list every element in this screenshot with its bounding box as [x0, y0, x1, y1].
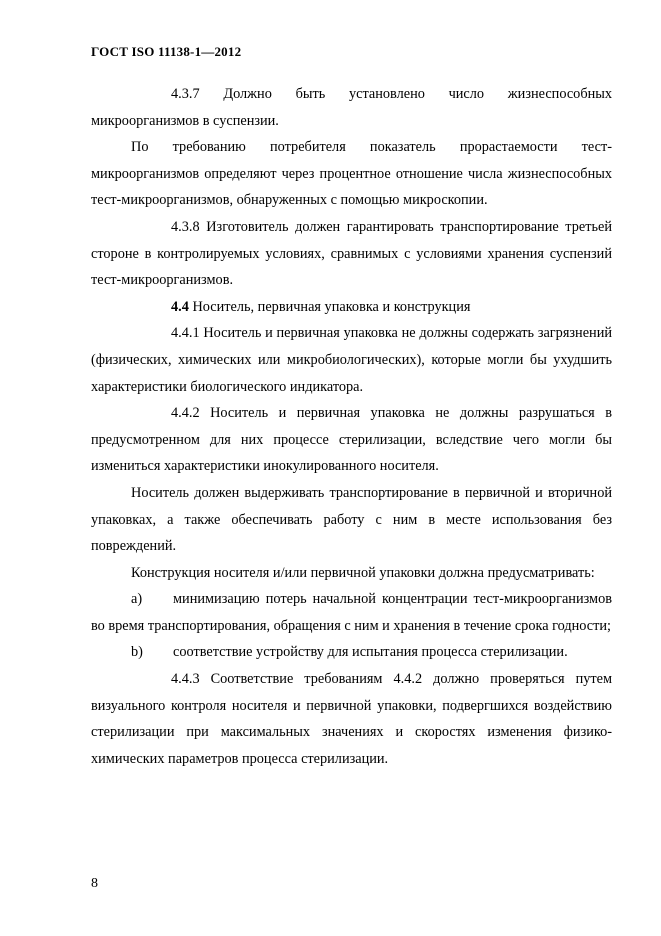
- paragraph-text: По требованию потребителя показатель прорастаемости тест-микроорганизмов определяют через процентное отношение числа жизнеспособных тест-микроорганизмов, обнаруженных с помощью микроскопии.: [91, 139, 612, 209]
- clause-4-4-1: [91, 320, 612, 400]
- list-item-text: минимизацию потерь начальной концентрации тест-микроорганизмов во время транспортирования, обращения с ним и хранения в течение срока годности;: [91, 591, 612, 634]
- section-number: 4.4: [171, 298, 189, 315]
- clause-text: Должно быть установлено число жизнеспособных микроорганизмов в суспензии.: [91, 86, 612, 129]
- list-item-b: [91, 639, 612, 666]
- document-header: ГОСТ ISO 11138-1—2012: [91, 44, 242, 59]
- clause-text: Носитель и первичная упаковка не должны разрушаться в предусмотренном для них процессе стерилизации, вследствие чего могли бы измениться характеристики инокулированного носителя.: [91, 405, 612, 475]
- list-item-a: [91, 586, 612, 639]
- list-marker: b): [131, 644, 143, 661]
- clause-text: Соответствие требованиям 4.4.2 должно проверяться путем визуального контроля носителя и первичной упаковки, подвергшихся воздействию стерилизации при максимальных значениях и скоростях изменения физико-химических параметров процесса стерилизации.: [91, 671, 613, 767]
- clause-text: Изготовитель должен гарантировать транспортирование третьей стороне в контролируемых условиях, сравнимых с условиями хранения суспензий тест-микроорганизмов.: [91, 218, 612, 289]
- clause-number: 4.4.2: [171, 405, 200, 422]
- list-item-text: соответствие устройству для испытания процесса стерилизации.: [173, 644, 568, 661]
- section-heading-4-4: [91, 294, 612, 321]
- paragraph-viability-microscopy: [91, 134, 612, 214]
- clause-number: 4.3.7: [171, 86, 200, 102]
- list-marker: a): [131, 591, 143, 608]
- paragraph-text: Конструкция носителя и/или первичной упаковки должна предусматривать:: [131, 564, 595, 581]
- clause-4-3-8: [91, 214, 612, 294]
- clause-4-4-3: [91, 666, 612, 772]
- paragraph-text: Носитель должен выдерживать транспортирование в первичной и вторичной упаковках, а также обеспечивать работу с ним в месте использования без повреждений.: [91, 484, 612, 555]
- document-body: [91, 81, 612, 772]
- page-number: 8: [91, 876, 98, 891]
- paragraph-transport-durability: [91, 480, 612, 560]
- clause-number: 4.4.1: [171, 325, 200, 342]
- clause-number: 4.3.8: [171, 218, 200, 235]
- clause-number: 4.4.3: [171, 671, 200, 688]
- clause-text: Носитель и первичная упаковка не должны содержать загрязнений (физических, химических или микробиологических), которые могли бы ухудшить характеристики биологического индикатора.: [91, 325, 612, 395]
- clause-4-4-2: [91, 400, 612, 480]
- paragraph-design-requirements: [91, 560, 612, 587]
- section-title: Носитель, первичная упаковка и конструкция: [192, 298, 471, 315]
- clause-4-3-7: [91, 81, 612, 134]
